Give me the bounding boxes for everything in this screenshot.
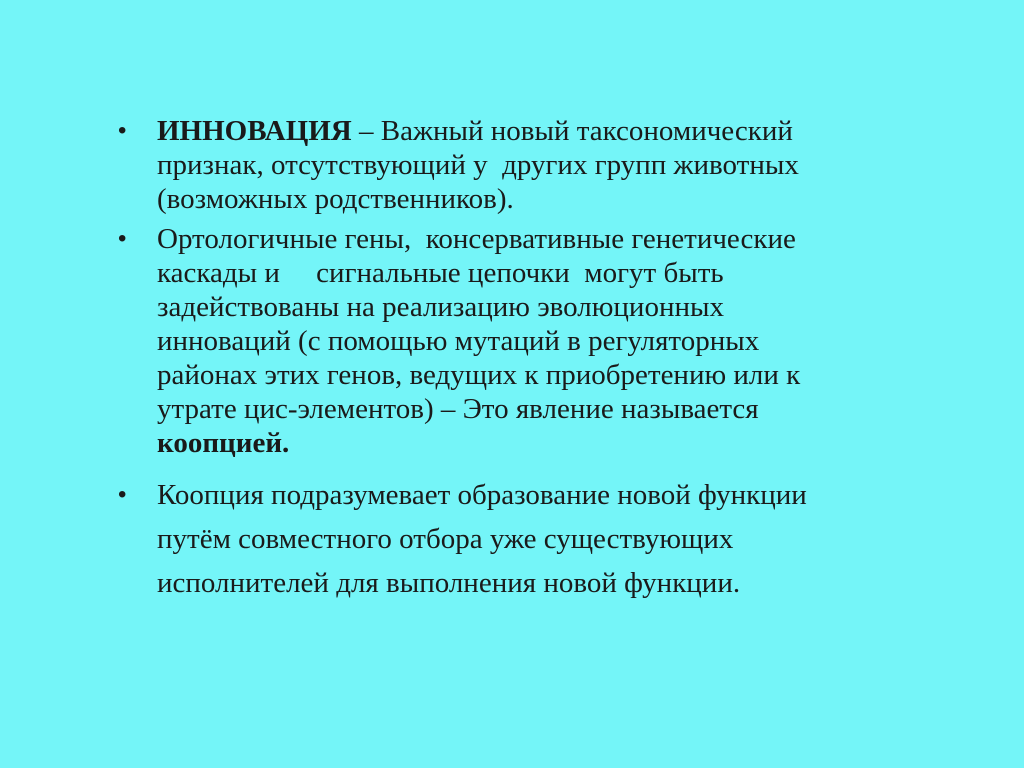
bullet-innovation [118, 114, 938, 216]
bullet-line: исполнителей для выполнения новой функции. [157, 567, 741, 599]
bullet-marker: • [118, 117, 127, 144]
bullet-marker: • [118, 225, 127, 252]
term-innovation: ИННОВАЦИЯ [157, 115, 352, 147]
bullet-cooption-definition [118, 473, 938, 605]
term-cooption: коопцией. [157, 427, 290, 459]
bullet-line: (возможных родственников). [157, 183, 514, 215]
bullet-line: районах этих генов, ведущих к приобретению или к [157, 359, 801, 391]
bullet-line: Ортологичные гены, консервативные генетические [157, 223, 796, 255]
bullet-orthologous-genes [118, 222, 938, 460]
bullet-line [157, 114, 938, 148]
bullet-line: признак, отсутствующий у других групп животных [157, 149, 799, 181]
bullet-line: путём совместного отбора уже существующих [157, 523, 734, 555]
bullet-line: инноваций (с помощью мутаций в регуляторных [157, 325, 760, 357]
bullet-list [118, 114, 938, 605]
bullet-line: утрате цис-элементов) – Это явление называется [157, 393, 759, 425]
bullet-line: задействованы на реализацию эволюционных [157, 291, 724, 323]
bullet-text: – Важный новый таксономический [351, 115, 793, 147]
bullet-marker: • [118, 481, 127, 508]
bullet-line: каскады и сигнальные цепочки могут быть [157, 257, 724, 289]
bullet-line: Коопция подразумевает образование новой функции [157, 479, 807, 511]
